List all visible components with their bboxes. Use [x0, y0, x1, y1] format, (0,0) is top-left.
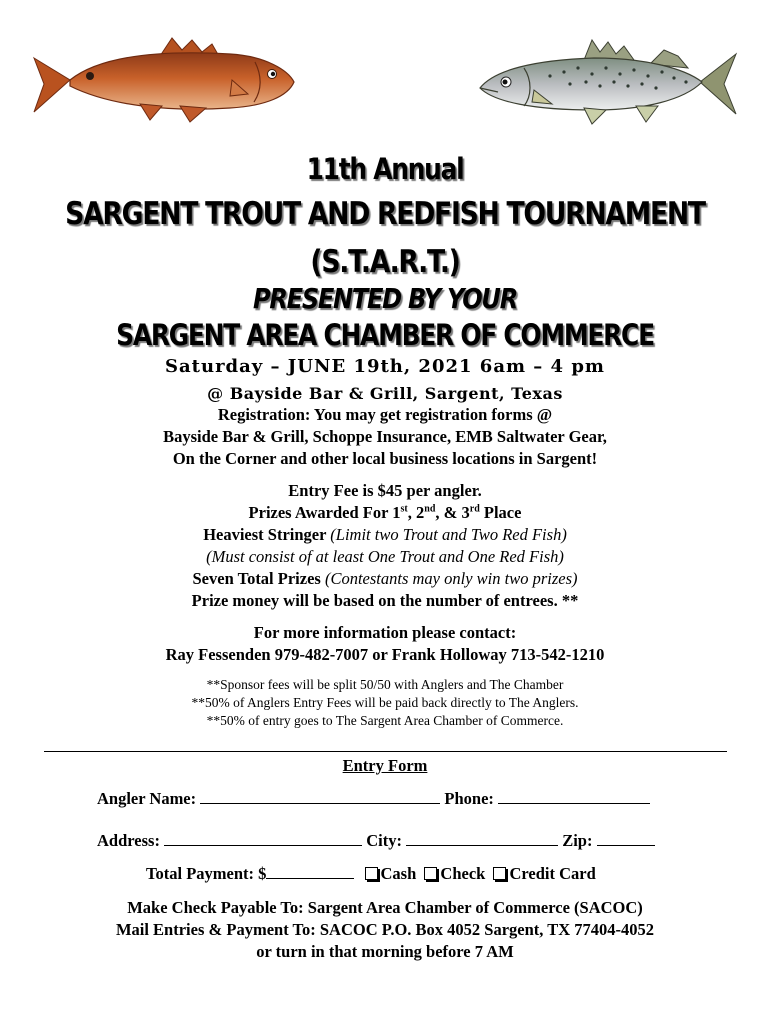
address-field[interactable]: [164, 831, 362, 846]
stringer-label: Heaviest Stringer: [203, 525, 331, 544]
ordinal-nd: nd: [424, 503, 436, 515]
check-label: Check: [440, 864, 486, 883]
city-label: City:: [366, 831, 402, 850]
start-acronym: (S.T.A.R.T.): [310, 244, 460, 280]
payment-row: [146, 864, 596, 884]
mail-entries: Mail Entries & Payment To: SACOC P.O. Box 4052 Sargent, TX 77404-4052: [115, 920, 655, 939]
prizes-text-4: Place: [479, 503, 522, 522]
address-label: Address:: [97, 831, 160, 850]
payable-to: Make Check Payable To: Sargent Area Chamber of Commerce (SACOC): [127, 898, 643, 917]
registration-line-3: On the Corner and other local business locations in Sargent!: [172, 449, 598, 468]
ordinal-st: st: [400, 503, 408, 515]
seven-label: Seven Total Prizes: [192, 569, 325, 588]
seven-note: (Contestants may only win two prizes): [324, 569, 578, 588]
speckled-trout-illustration: [474, 34, 744, 130]
angler-name-field[interactable]: [200, 789, 440, 804]
total-payment-field[interactable]: [266, 864, 354, 879]
address-row: [97, 831, 655, 851]
tournament-title: SARGENT TROUT AND REDFISH TOURNAMENT: [65, 196, 705, 232]
angler-name-label: Angler Name:: [97, 789, 197, 808]
event-date: Saturday – JUNE 19th, 2021 6am – 4 pm: [165, 356, 605, 377]
turn-in-note: or turn in that morning before 7 AM: [256, 942, 514, 961]
phone-label: Phone:: [444, 789, 494, 808]
entry-form-title: Entry Form: [342, 756, 428, 775]
annual-heading: 11th Annual: [306, 152, 464, 186]
contact-heading: For more information please contact:: [253, 623, 517, 642]
chamber-heading: SARGENT AREA CHAMBER OF COMMERCE: [116, 318, 654, 352]
prizes-text-2: , 2: [407, 503, 425, 522]
credit-card-label: Credit Card: [509, 864, 596, 883]
cash-checkbox[interactable]: [365, 867, 378, 880]
ordinal-rd: rd: [469, 503, 480, 515]
city-field[interactable]: [406, 831, 558, 846]
entry-fee: Entry Fee is $45 per angler.: [288, 481, 482, 500]
zip-field[interactable]: [597, 831, 655, 846]
registration-line-2: Bayside Bar & Grill, Schoppe Insurance, EMB Saltwater Gear,: [163, 427, 607, 446]
registration-line-1: Registration: You may get registration forms @: [217, 405, 553, 424]
prize-money: Prize money will be based on the number of entrees. **: [191, 591, 579, 610]
note-chamber: **50% of entry goes to The Sargent Area Chamber of Commerce.: [206, 713, 564, 728]
stringer-note: (Limit two Trout and Two Red Fish): [330, 525, 567, 544]
check-checkbox[interactable]: [424, 867, 437, 880]
cash-label: Cash: [380, 864, 417, 883]
redfish-illustration: [30, 36, 300, 128]
note-anglers-fees: **50% of Anglers Entry Fees will be paid back directly to The Anglers.: [191, 695, 579, 710]
stringer-requirement: (Must consist of at least One Trout and One Red Fish): [206, 547, 564, 566]
prizes-awarded: [0, 503, 770, 523]
heaviest-stringer: [0, 525, 770, 545]
prizes-text-3: , & 3: [435, 503, 470, 522]
seven-total-prizes: [0, 569, 770, 589]
contact-names: Ray Fessenden 979-482-7007 or Frank Holloway 713-542-1210: [165, 645, 605, 664]
presented-by-heading: PRESENTED BY YOUR: [253, 282, 517, 315]
prizes-text: Prizes Awarded For 1: [248, 503, 401, 522]
event-venue: @ Bayside Bar & Grill, Sargent, Texas: [207, 384, 563, 403]
zip-label: Zip:: [562, 831, 593, 850]
credit-card-checkbox[interactable]: [493, 867, 506, 880]
phone-field[interactable]: [498, 789, 650, 804]
total-payment-label: Total Payment: $: [146, 864, 267, 883]
section-divider: [44, 751, 727, 752]
angler-phone-row: [97, 789, 650, 809]
note-sponsor: **Sponsor fees will be split 50/50 with Anglers and The Chamber: [206, 677, 564, 692]
